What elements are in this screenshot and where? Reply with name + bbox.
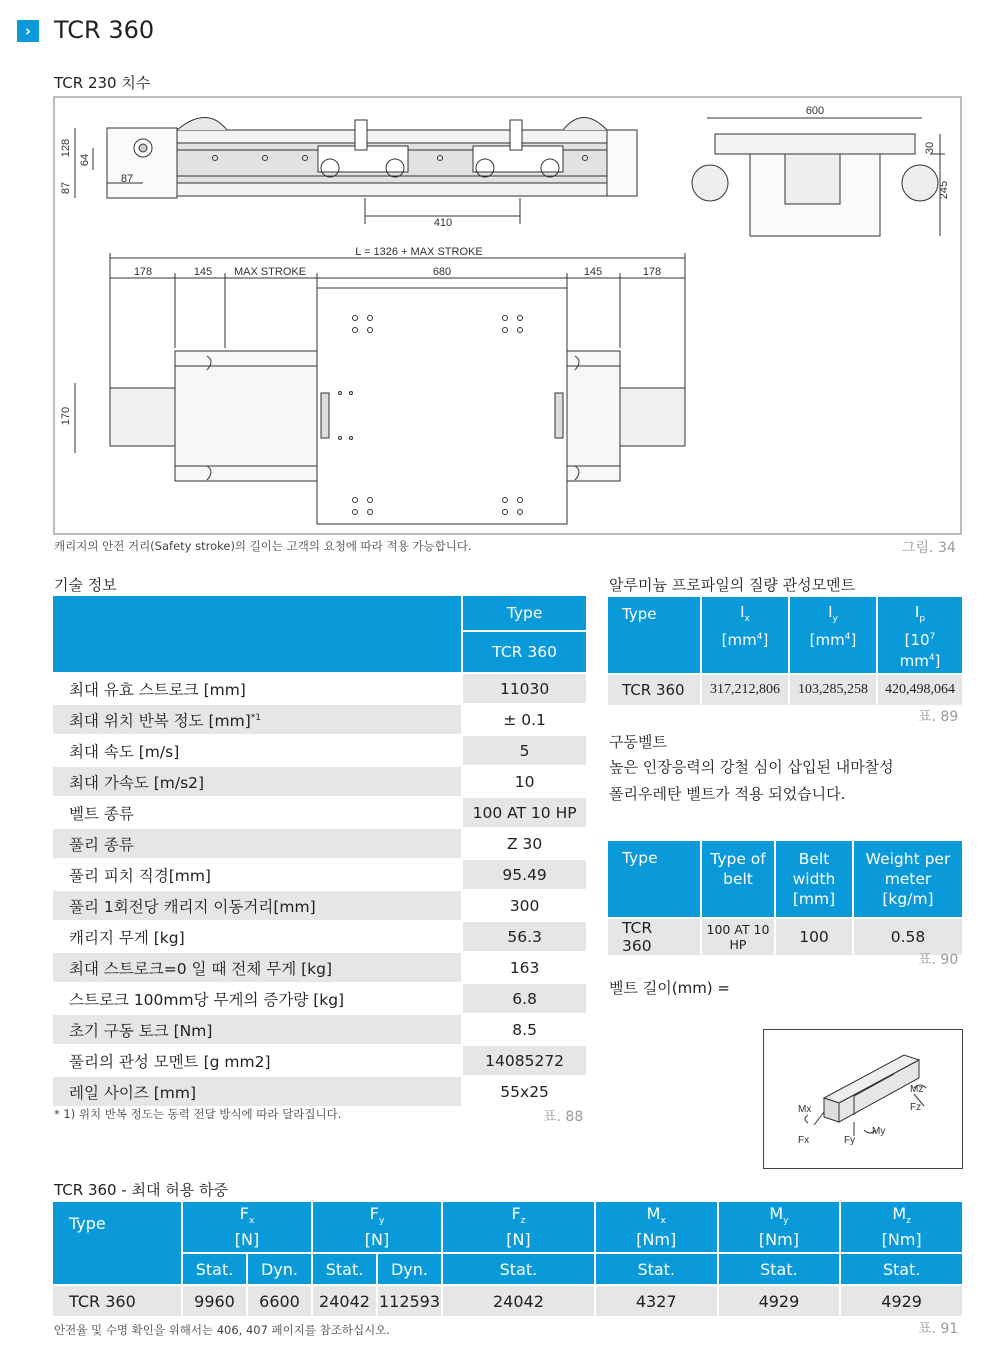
belt-heading: 구동벨트 [609,733,667,751]
loads-header-mx: $M_x$ [Nm] [596,1202,717,1252]
dim-max-stroke: MAX STROKE [233,266,307,278]
dim-410: 410 [433,217,453,229]
tech-row-label: 최대 가속도 [m/s2] [53,767,461,796]
tech-header-blank [53,596,461,672]
tech-row-value: 8.5 [463,1015,586,1044]
inertia-header-ip: $I_p$ [$10^7$ $mm^4$] [878,597,962,673]
axes-figure [763,1029,963,1169]
tech-row-value: 10 [463,767,586,796]
table-90-number: 표. 90 [918,952,959,968]
table-88-number: 표. 88 [543,1109,584,1125]
chevron-right-icon: › [17,20,39,42]
loads-sub-stat: Stat. [596,1254,717,1284]
tech-row-value: 56.3 [463,922,586,951]
loads-sub-stat: Stat. [719,1254,840,1284]
loads-fy-dyn: 112593 [378,1286,441,1316]
tech-row-value: 300 [463,891,586,920]
belt-weight: 0.58 [854,919,962,955]
belt-desc-1: 높은 인장응력의 강철 심이 삽입된 내마찰성 [609,758,894,776]
tech-row-label: 풀리 1회전당 캐리지 이동거리[mm] [53,891,461,920]
tech-row-value: Z 30 [463,829,586,858]
belt-header-type: Type [608,841,700,917]
tech-row-label: 스트로크 100mm당 무게의 증가량 [kg] [53,984,461,1013]
tech-row-label: 초기 구동 토크 [Nm] [53,1015,461,1044]
tech-row-value: ± 0.1 [463,705,586,734]
dim-600: 600 [805,105,825,117]
belt-table [606,839,964,957]
axis-mz-label: Mz [910,1084,924,1095]
axis-fz-label: Fz [910,1102,922,1113]
belt-desc-2: 폴리우레탄 벨트가 적용 되었습니다. [609,785,846,803]
tech-row-label: 최대 위치 반복 정도 [mm]$^{*1}$ [53,705,461,734]
loads-header-fz: $F_z$ [N] [443,1202,594,1252]
loads-sub-stat: Stat. [313,1254,376,1284]
tech-row-value: 14085272 [463,1046,586,1075]
inertia-ix: 317,212,806 [702,675,788,705]
loads-header-mz: $M_z$ [Nm] [841,1202,962,1252]
tech-header-model: TCR 360 [463,632,586,672]
tech-row-label: 최대 속도 [m/s] [53,736,461,765]
loads-model: TCR 360 [53,1286,181,1316]
dimension-drawing [53,96,962,535]
tech-row-label: 최대 유효 스트로크 [mm] [53,674,461,703]
loads-note: 안전율 및 수명 확인을 위해서는 406, 407 페이지를 참조하십시오. [54,1323,390,1337]
tech-row-value: 11030 [463,674,586,703]
belt-width: 100 [776,919,852,955]
belt-model: TCR 360 [608,919,700,955]
loads-sub-stat: Stat. [183,1254,246,1284]
tech-row-value: 95.49 [463,860,586,889]
tech-table [51,594,588,1108]
dim-145a: 145 [193,266,213,278]
loads-sub-dyn: Dyn. [378,1254,441,1284]
dim-30: 30 [924,141,936,155]
inertia-header-ix: $I_x$ $[mm^4]$ [702,597,788,673]
belt-length-label: 벨트 길이(mm) = [609,979,730,997]
inertia-iy: 103,285,258 [790,675,876,705]
loads-fx-dyn: 6600 [248,1286,311,1316]
tech-row-label: 최대 스트로크=0 일 때 전체 무게 [kg] [53,953,461,982]
dim-64: 64 [79,153,91,167]
drawing-note: 캐리지의 안전 거리(Safety stroke)의 길이는 고객의 요청에 따라 적용 가능합니다. [54,539,472,553]
dim-245: 245 [938,180,950,200]
drawing-heading: TCR 230 치수 [54,74,151,92]
loads-fy-stat: 24042 [313,1286,376,1316]
tech-row-value: 163 [463,953,586,982]
belt-header-type-of-belt: Type of belt [702,841,774,917]
tech-row-value: 55x25 [463,1077,586,1106]
loads-sub-stat: Stat. [841,1254,962,1284]
dim-145b: 145 [583,266,603,278]
tech-row-label: 캐리지 무게 [kg] [53,922,461,951]
belt-header-weight: Weight per meter [kg/m] [854,841,962,917]
dim-87a: 87 [60,181,72,195]
loads-heading: TCR 360 - 최대 허용 하중 [54,1181,229,1199]
inertia-heading: 알루미늄 프로파일의 질량 관성모멘트 [609,576,856,594]
tech-row-label: 풀리의 관성 모멘트 [g mm2] [53,1046,461,1075]
dim-178b: 178 [642,266,662,278]
loads-header-my: $M_y$ [Nm] [719,1202,840,1252]
inertia-table [606,595,964,707]
inertia-header-iy: $I_y$ $[mm^4]$ [790,597,876,673]
loads-my-stat: 4929 [719,1286,840,1316]
loads-header-type: Type [53,1202,181,1284]
tech-header-type: Type [463,596,586,630]
page-title: TCR 360 [54,16,155,44]
dim-87b: 87 [120,173,134,185]
dim-length: L = 1326 + MAX STROKE [355,246,483,258]
axis-fx-label: Fx [798,1135,810,1146]
loads-mx-stat: 4327 [596,1286,717,1316]
dim-178a: 178 [133,266,153,278]
loads-header-fy: $F_y$ [N] [313,1202,441,1252]
loads-sub-stat: Stat. [443,1254,594,1284]
tech-row-value: 6.8 [463,984,586,1013]
drawing-svg [55,98,960,533]
tech-row-label: 레일 사이즈 [mm] [53,1077,461,1106]
dim-680: 680 [432,266,452,278]
tech-row-value: 100 AT 10 HP [463,798,586,827]
loads-fz-stat: 24042 [443,1286,594,1316]
loads-table [51,1200,964,1318]
tech-row-label: 풀리 피치 직경[mm] [53,860,461,889]
inertia-model: TCR 360 [608,675,700,705]
tech-row-label: 벨트 종류 [53,798,461,827]
table-91-number: 표. 91 [918,1321,959,1337]
loads-fx-stat: 9960 [183,1286,246,1316]
loads-header-fx: $F_x$ [N] [183,1202,311,1252]
inertia-header-type: Type [608,597,700,673]
tech-row-label: 풀리 종류 [53,829,461,858]
axis-mx-label: Mx [798,1104,812,1115]
belt-header-width: Belt width [mm] [776,841,852,917]
belt-type: 100 AT 10 HP [702,919,774,955]
tech-row-value: 5 [463,736,586,765]
loads-mz-stat: 4929 [841,1286,962,1316]
axis-my-label: My [872,1126,886,1137]
loads-sub-dyn: Dyn. [248,1254,311,1284]
tech-heading: 기술 정보 [54,576,117,594]
inertia-ip: 420,498,064 [878,675,962,705]
dim-128: 128 [60,138,72,158]
axis-fy-label: Fy [844,1135,856,1146]
figure-number: 그림. 34 [902,540,956,556]
dim-170: 170 [60,406,72,426]
table-89-number: 표. 89 [918,709,959,725]
tech-footnote: * 1) 위치 반복 정도는 동력 전달 방식에 따라 달라집니다. [54,1107,342,1121]
